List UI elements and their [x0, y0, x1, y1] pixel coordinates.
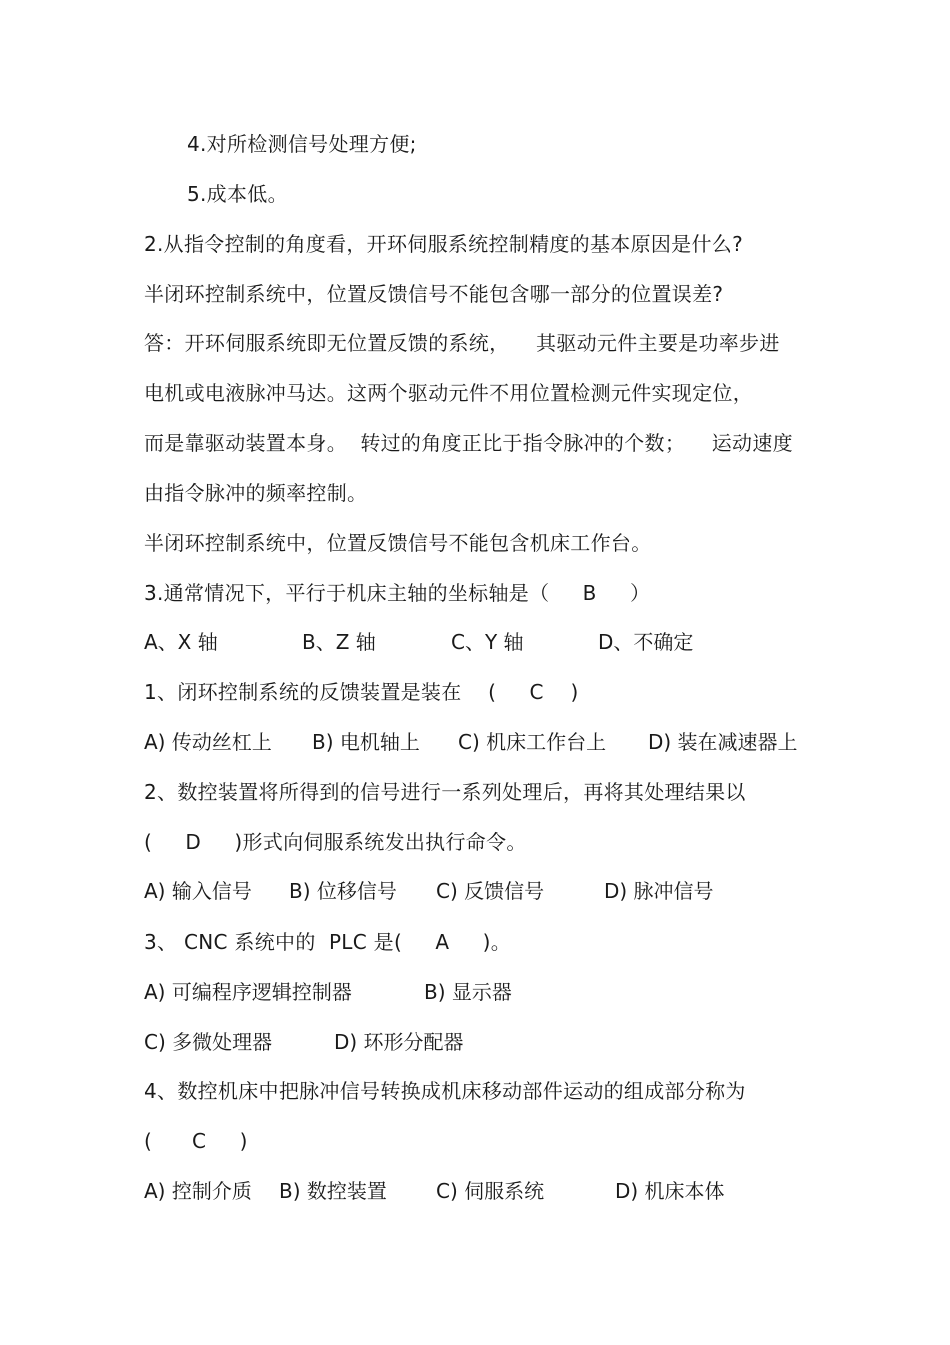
answer-line: 电机或电液脉冲马达。这两个驱动元件不用位置检测元件实现定位，: [144, 381, 753, 405]
question-line: 2、数控装置将所得到的信号进行一系列处理后，再将其处理结果以: [144, 780, 746, 804]
option-c: C) 机床工作台上: [458, 730, 607, 754]
option-c: C) 伺服系统: [436, 1179, 545, 1203]
text-line: 4.对所检测信号处理方便;: [187, 132, 417, 156]
option-c: C、Y 轴: [451, 630, 524, 654]
text-line: 5.成本低。: [187, 182, 288, 206]
question-line: 4、数控机床中把脉冲信号转换成机床移动部件运动的组成部分称为: [144, 1079, 746, 1103]
option-c: C) 反馈信号: [436, 879, 545, 903]
option-a: A) 输入信号: [144, 879, 252, 903]
option-b: B) 位移信号: [289, 879, 397, 903]
answer-line: 半闭环控制系统中，位置反馈信号不能包含机床工作台。: [144, 531, 652, 555]
option-c: C) 多微处理器: [144, 1030, 273, 1054]
question-line: 3.通常情况下，平行于机床主轴的坐标轴是（ B ）: [144, 581, 651, 605]
answer-line: 答：开环伺服系统即无位置反馈的系统， 其驱动元件主要是功率步进: [144, 331, 780, 355]
option-b: B、Z 轴: [302, 630, 376, 654]
option-a: A、X 轴: [144, 630, 218, 654]
option-d: D) 环形分配器: [334, 1030, 464, 1054]
option-b: B) 数控装置: [279, 1179, 387, 1203]
option-a: A) 传动丝杠上: [144, 730, 272, 754]
option-d: D) 脉冲信号: [604, 879, 714, 903]
option-a: A) 可编程序逻辑控制器: [144, 980, 352, 1004]
question-line: 1、闭环控制系统的反馈装置是装在 ( C ): [144, 680, 579, 704]
question-line: 半闭环控制系统中，位置反馈信号不能包含哪一部分的位置误差?: [144, 282, 724, 306]
answer-line: 由指令脉冲的频率控制。: [144, 481, 368, 505]
option-a: A) 控制介质: [144, 1179, 252, 1203]
question-line: ( C ): [144, 1129, 248, 1153]
option-d: D、不确定: [598, 630, 694, 654]
question-line: 2.从指令控制的角度看，开环伺服系统控制精度的基本原因是什么?: [144, 232, 743, 256]
option-b: B) 电机轴上: [312, 730, 420, 754]
question-line: 3、 CNC 系统中的 PLC 是( A )。: [144, 930, 512, 954]
question-line: ( D )形式向伺服系统发出执行命令。: [144, 830, 527, 854]
option-d: D) 机床本体: [615, 1179, 725, 1203]
option-b: B) 显示器: [424, 980, 512, 1004]
option-d: D) 装在减速器上: [648, 730, 798, 754]
answer-line: 而是靠驱动装置本身。 转过的角度正比于指令脉冲的个数； 运动速度: [144, 431, 793, 455]
